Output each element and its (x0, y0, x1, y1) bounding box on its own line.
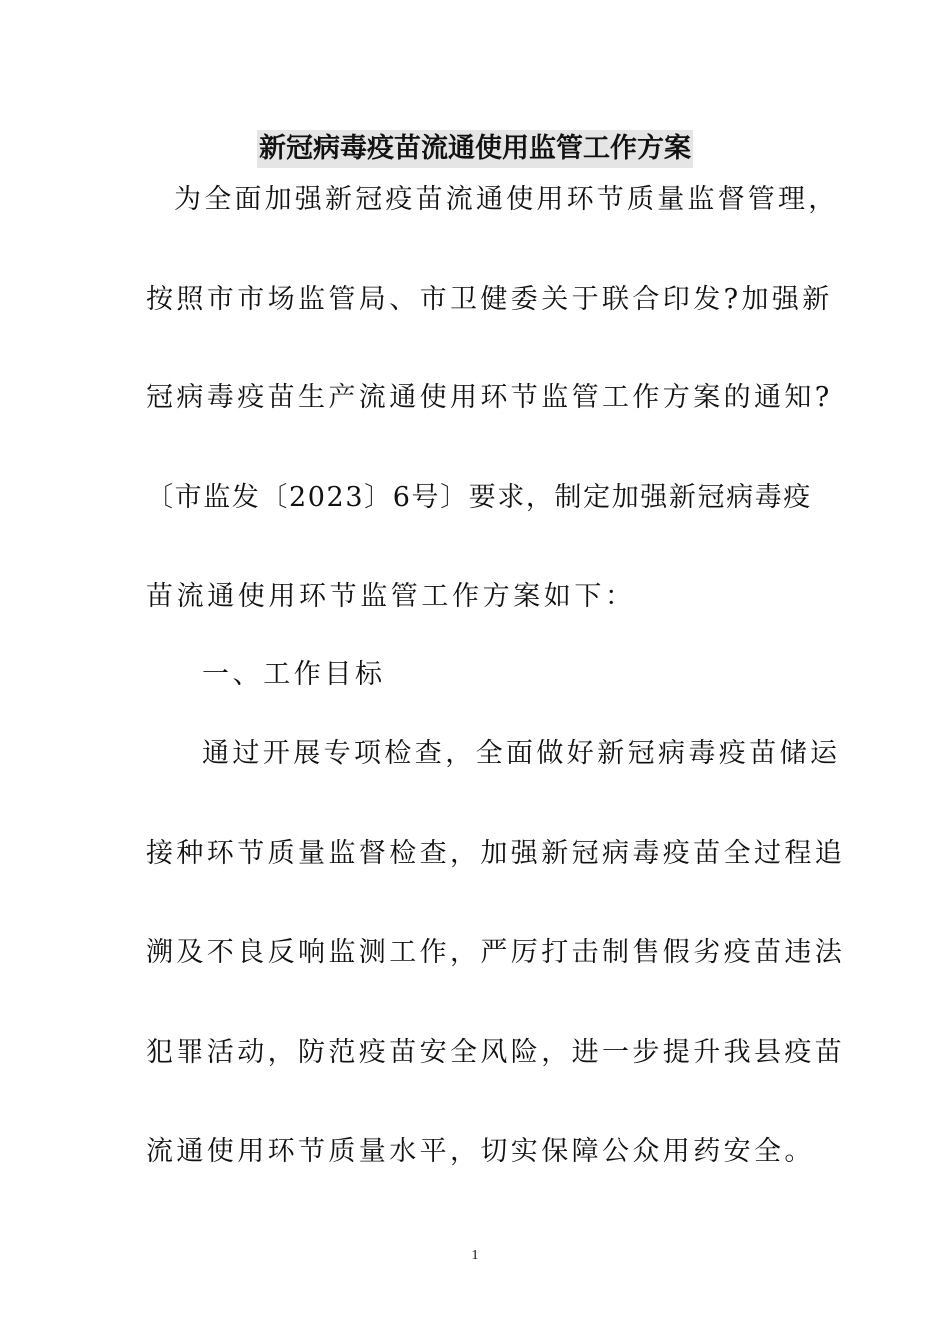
paragraph-2-line-2: 接种环节质量监督检查，加强新冠病毒疫苗全过程追 (146, 838, 846, 869)
section-heading-work-goals: 一、工作目标 (202, 659, 386, 690)
paragraph-2-line-3: 溯及不良反响监测工作，严厉打击制售假劣疫苗违法 (146, 937, 846, 968)
paragraph-1-line-3: 冠病毒疫苗生产流通使用环节监管工作方案的通知? (146, 382, 833, 413)
paragraph-1-line-4: 〔市监发〔2023〕6号〕要求，制定加强新冠病毒疫 (146, 482, 812, 513)
paragraph-2-line-1: 通过开展专项检查，全面做好新冠病毒疫苗储运 (202, 738, 841, 769)
title-container (0, 130, 950, 168)
paragraph-2-line-4: 犯罪活动，防范疫苗安全风险，进一步提升我县疫苗 (146, 1037, 846, 1068)
paragraph-1-line-2: 按照市市场监管局、市卫健委关于联合印发?加强新 (146, 284, 833, 315)
paragraph-1-line-5: 苗流通使用环节监管工作方案如下： (146, 581, 636, 612)
page-number: 1 (471, 1248, 479, 1263)
paragraph-2-line-5: 流通使用环节质量水平，切实保障公众用药安全。 (146, 1136, 815, 1167)
document-title: 新冠病毒疫苗流通使用监管工作方案 (257, 130, 693, 168)
paragraph-1-line-1: 为全面加强新冠疫苗流通使用环节质量监督管理， (174, 184, 839, 215)
